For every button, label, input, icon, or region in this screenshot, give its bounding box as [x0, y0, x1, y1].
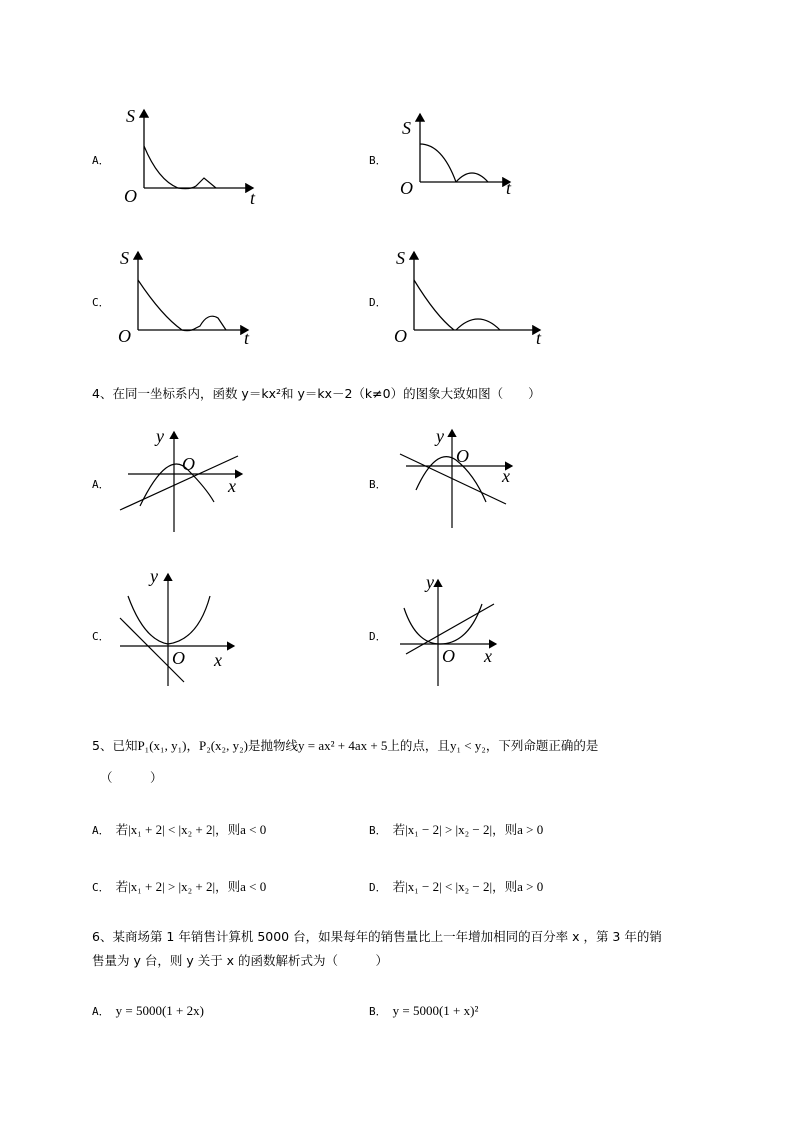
- q5-option-b-result: a > 0: [517, 822, 544, 837]
- q5-option-c-post: ，则: [215, 879, 241, 894]
- q4-c-axis-x: x: [214, 650, 222, 670]
- q5-condition: y₁ < y₂: [449, 738, 486, 753]
- q5-option-d-pre: 若: [392, 879, 406, 894]
- q5-stem: [92, 736, 598, 754]
- q4-graph-b: [396, 424, 526, 534]
- q3-option-c-label: C．: [92, 296, 110, 309]
- q6-line2: 售量为 y 台，则 y 关于 x 的函数解析式为（ ）: [92, 953, 389, 968]
- q4-d-origin: O: [442, 646, 455, 666]
- q5-option-d-result: a > 0: [517, 879, 544, 894]
- q4-b-origin: O: [456, 446, 469, 466]
- q4-a-origin: O: [182, 454, 195, 474]
- q4-c-origin: O: [172, 648, 185, 668]
- q4-a-axis-y: y: [156, 426, 164, 446]
- q3-a-axis-y: S: [126, 106, 135, 126]
- q5-mid: 是抛物线: [247, 738, 298, 753]
- q5-option-d-expr: |x₁ − 2| < |x₂ − 2|: [405, 879, 493, 894]
- q5-option-a-expr: |x₁ + 2| < |x₂ + 2|: [128, 822, 216, 837]
- q5-mid2: 上的点，且: [387, 738, 450, 753]
- q4-option-a-label: A．: [92, 478, 110, 491]
- q4-option-c-label: C．: [92, 630, 110, 643]
- q3-d-axis-y: S: [396, 248, 405, 268]
- q4-graph-c: [114, 566, 244, 690]
- q3-graph-c: [118, 246, 263, 346]
- q3-c-axis-x: t: [244, 328, 250, 348]
- q3-graph-a: [118, 100, 268, 210]
- q5-option-c: [92, 877, 266, 895]
- q5-p1: P₁(x₁, y₁): [137, 738, 187, 753]
- q5-sep: ，: [186, 738, 199, 753]
- q3-graph-b: [394, 108, 524, 203]
- q4-option-d-label: D．: [369, 630, 387, 643]
- q3-d-origin: O: [394, 326, 407, 346]
- q3-b-origin: O: [400, 178, 413, 198]
- q4-option-b-label: B．: [369, 478, 387, 491]
- q3-a-origin: O: [124, 186, 137, 206]
- q5-option-a-pre: 若: [115, 822, 129, 837]
- q5-prefix: 5、已知: [92, 738, 138, 753]
- q5-parabola: y = ax² + 4ax + 5: [297, 738, 388, 753]
- q3-c-origin: O: [118, 326, 131, 346]
- q6-option-b-expr: y = 5000(1 + x)²: [392, 1003, 479, 1018]
- q5-p2: P₂(x₂, y₂): [198, 738, 248, 753]
- q3-b-axis-y: S: [402, 118, 411, 138]
- q5-option-a-label: A．: [92, 824, 110, 837]
- q5-option-b-pre: 若: [392, 822, 406, 837]
- q4-text: 4、在同一坐标系内，函数 y＝kx²和 y＝kx－2（k≠0）的图象大致如图（ ）: [92, 386, 541, 401]
- q3-option-b-label: B．: [369, 154, 387, 167]
- q3-c-axis-y: S: [120, 248, 129, 268]
- q4-c-axis-y: y: [150, 566, 158, 586]
- q4-d-axis-y: y: [426, 572, 434, 592]
- q6-option-a-expr: y = 5000(1 + 2x): [115, 1003, 204, 1018]
- q5-option-a: [92, 820, 266, 838]
- q5-option-d: [369, 877, 543, 895]
- q5-option-b-label: B．: [369, 824, 387, 837]
- q5-option-b-expr: |x₁ − 2| > |x₂ − 2|: [405, 822, 493, 837]
- q4-graph-d: [396, 574, 506, 690]
- q3-graph-d: [394, 246, 549, 346]
- q6-option-a-label: A．: [92, 1005, 110, 1018]
- q5-option-a-post: ，则: [215, 822, 241, 837]
- q5-option-c-result: a < 0: [240, 879, 267, 894]
- q5-suffix: ，下列命题正确的是: [485, 738, 599, 753]
- q3-option-d-label: D．: [369, 296, 387, 309]
- q5-option-b-post: ，则: [492, 822, 518, 837]
- q5-option-d-post: ，则: [492, 879, 518, 894]
- q4-b-axis-y: y: [436, 426, 444, 446]
- q6-option-a: [92, 1003, 204, 1019]
- q5-option-a-result: a < 0: [240, 822, 267, 837]
- q4-a-axis-x: x: [228, 476, 236, 496]
- q3-b-axis-x: t: [506, 178, 512, 198]
- q5-option-d-label: D．: [369, 881, 387, 894]
- q5-option-c-expr: |x₁ + 2| > |x₂ + 2|: [128, 879, 216, 894]
- q5-option-b: [369, 820, 543, 838]
- q3-a-axis-x: t: [250, 188, 256, 208]
- q6-option-b-label: B．: [369, 1005, 387, 1018]
- q4-d-axis-x: x: [484, 646, 492, 666]
- q4-graph-a: [116, 426, 256, 536]
- q6-option-b: [369, 1003, 478, 1019]
- q3-d-axis-x: t: [536, 328, 542, 348]
- q3-option-a-label: A．: [92, 154, 110, 167]
- q6-line1: 6、某商场第 1 年销售计算机 5000 台，如果每年的销售量比上一年增加相同的百分率 x ，第 3 年的销: [92, 929, 662, 944]
- q5-paren: （ ）: [100, 770, 163, 785]
- q5-option-c-label: C．: [92, 881, 110, 894]
- q5-option-c-pre: 若: [115, 879, 129, 894]
- q4-b-axis-x: x: [502, 466, 510, 486]
